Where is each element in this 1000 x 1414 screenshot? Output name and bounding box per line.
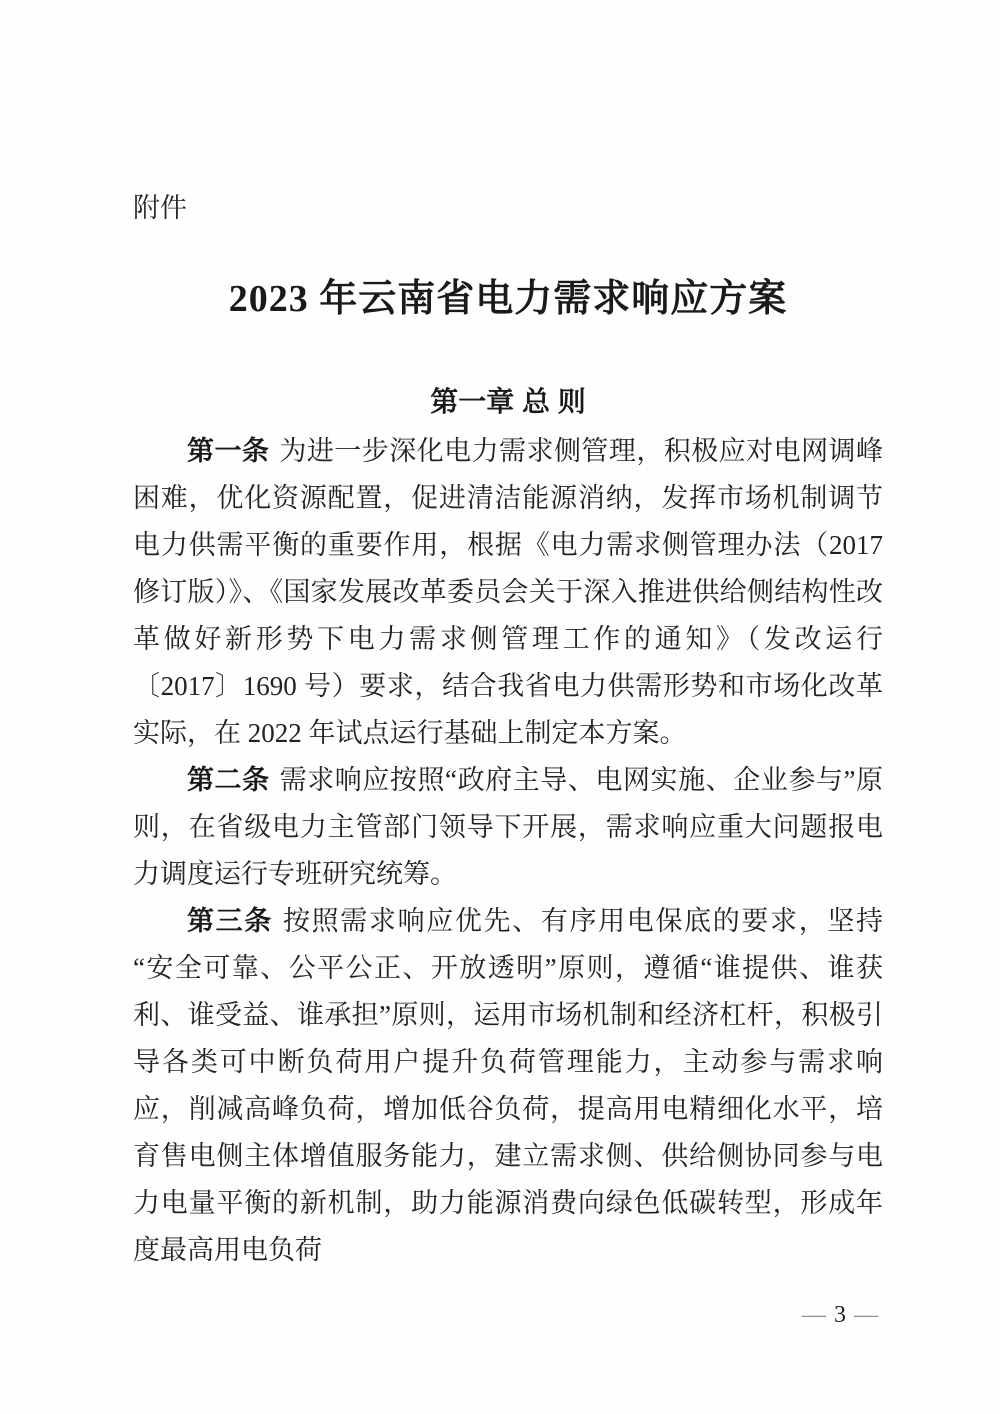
article-2-text: 需求响应按照“政府主导、电网实施、企业参与”原则，在省级电力主管部门领导下开展，需求响应重大问题报电力调度运行专班研究统筹。: [133, 765, 884, 889]
article-1: [133, 428, 883, 757]
article-1-label: 第一条: [187, 436, 270, 466]
article-1-text: 为进一步深化电力需求侧管理，积极应对电网调峰困难，优化资源配置，促进清洁能源消纳，发挥市场机制调节电力供需平衡的重要作用，根据《电力需求侧管理办法（2017 修订版）》、《国家发展改革委员会关于深入推进供给侧结构性改革做好新形势下电力需求侧管理工作的通知》（发改运行〔2017〕1690 号）要求，结合我省电力供需形势和市场化改革实际，在 2022 年试点运行基础上制定本方案。: [133, 436, 883, 748]
document-content: [133, 0, 883, 1274]
document-title: 2023 年云南省电力需求响应方案: [228, 278, 788, 320]
article-2: [133, 757, 883, 898]
page-number-dash-left: —: [802, 1302, 826, 1328]
page-number-dash-right: —: [854, 1302, 878, 1328]
document-body: [133, 428, 883, 1274]
attachment-label: 附件: [133, 193, 187, 223]
page-number-value: 3: [834, 1302, 846, 1328]
page-number: [802, 1300, 878, 1330]
article-3-label: 第三条: [187, 906, 273, 936]
article-2-label: 第二条: [187, 765, 270, 795]
article-3: [133, 898, 883, 1274]
article-3-text: 按照需求响应优先、有序用电保底的要求，坚持“安全可靠、公平公正、开放透明”原则，遵循“谁提供、谁获利、谁受益、谁承担”原则，运用市场机制和经济杠杆，积极引导各类可中断负荷用户提升负荷管理能力，主动参与需求响应，削减高峰负荷，增加低谷负荷，提高用电精细化水平，培育售电侧主体增值服务能力，建立需求侧、供给侧协同参与电力电量平衡的新机制，助力能源消费向绿色低碳转型，形成年度最高用电负荷: [133, 906, 884, 1265]
chapter-heading: 第一章 总 则: [430, 386, 586, 417]
